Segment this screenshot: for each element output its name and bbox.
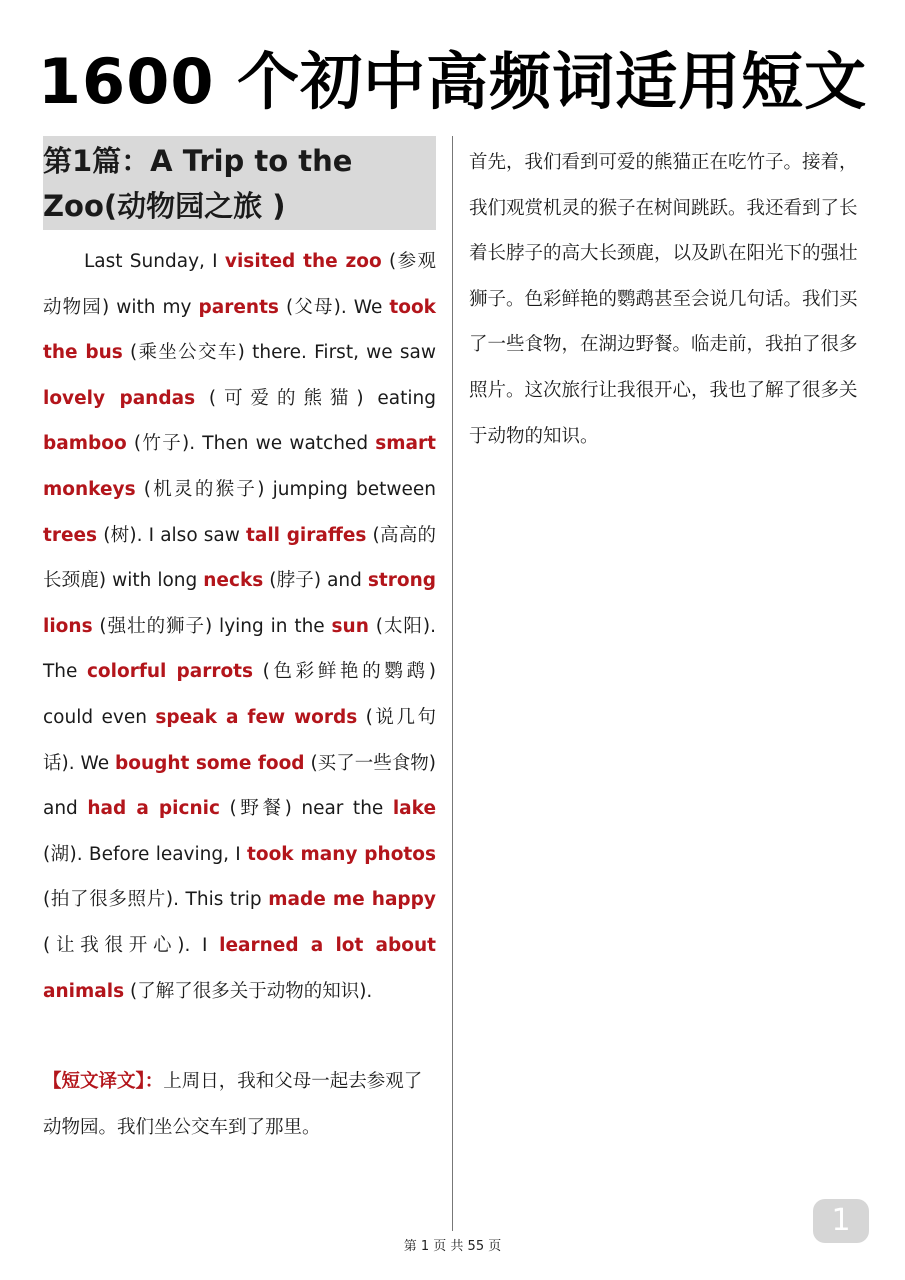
keyword-phrase: made me happy [268,889,436,911]
page-number-badge: 1 [813,1199,869,1243]
document-title: 1600 个初中高频词适用短文 [37,45,868,118]
passage-text: (说几句话). We [43,706,436,774]
passage-text: (参观动物园) with my [43,251,436,318]
translation-label: 【短文译文】： [43,1071,164,1093]
keyword-phrase: colorful parrots [86,661,254,683]
page-footer: 第 1 页 共 55 页 [403,1239,502,1254]
keyword-phrase: lovely pandas [43,387,196,409]
passage-text: (拍了很多照片). This trip [43,889,269,911]
keyword-phrase: sun [331,615,369,637]
passage-text: (脖子) and [263,570,368,592]
passage-text: (太阳). The [43,615,436,683]
keyword-phrase: learned a lot about animals [43,934,436,1002]
keyword-phrase: trees [43,524,98,546]
translation-intro-text: 上周日，我和父母一起去参观了动物园。我们坐公交车到了那里。 [43,1071,423,1138]
passage-text: Last Sunday, I [84,251,225,272]
left-column [43,136,436,1150]
passage-text: (竹子). Then we watched [126,433,376,455]
keyword-phrase: had a picnic [87,798,220,820]
right-column [469,140,869,459]
passage-text: (了解了很多关于动物的知识). [124,980,373,1002]
passage-text: (色彩鲜艳的鹦鹉) could even [43,661,436,728]
keyword-phrase: visited the zoo [224,251,382,272]
keyword-phrase: parents [198,296,279,318]
keyword-phrase: took many photos [247,843,436,865]
passage-text: (让我很开心). I [43,934,220,956]
passage-text: (高高的长颈鹿) with long [43,524,437,592]
passage-text: (买了一些食物) and [43,752,436,820]
translation-continuation: 首先，我们看到可爱的熊猫正在吃竹子。接着，我们观赏机灵的猴子在树间跳跃。我还看到了长着长脖子的高大长颈鹿，以及趴在阳光下的强壮狮子。色彩鲜艳的鹦鹉甚至会说几句话。我们买了一些食物，在湖边野餐。临走前，我拍了很多照片。这次旅行让我很开心，我也了解了很多关于动物的知识。 [469,152,858,447]
keyword-phrase: bought some food [115,752,305,774]
keyword-phrase: took the bus [43,296,436,364]
article-heading: 第1篇：A Trip to the Zoo(动物园之旅 ) [43,136,436,230]
keyword-phrase: strong lions [43,570,436,637]
keyword-phrase: speak a few words [155,706,358,728]
keyword-phrase: necks [203,570,264,592]
english-passage [43,239,436,1014]
passage-text: (可爱的熊猫) eating [195,387,436,409]
keyword-phrase: lake [392,798,437,820]
translation-intro [43,1059,436,1150]
passage-text: (湖). Before leaving, I [43,843,248,865]
keyword-phrase: tall giraffes [246,524,367,546]
passage-text: (树). I also saw [97,524,246,546]
passage-text: (强壮的狮子) lying in the [92,615,332,637]
passage-text: (父母). We [278,296,390,318]
passage-text: (野餐) near the [219,798,393,820]
passage-text: (机灵的猴子) jumping between [135,478,436,500]
column-divider [452,136,453,1231]
keyword-phrase: bamboo [43,433,127,455]
passage-text: (乘坐公交车) there. First, we saw [122,342,436,364]
keyword-phrase: smart monkeys [43,433,436,500]
